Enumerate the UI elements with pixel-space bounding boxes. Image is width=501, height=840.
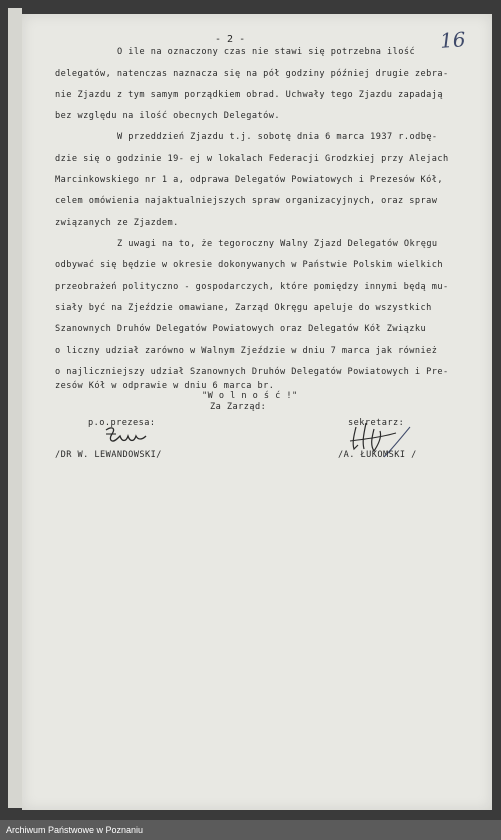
text-line: związanych ze Zjazdem.	[55, 218, 179, 228]
archive-footer-label: Archiwum Państwowe w Poznaniu	[0, 820, 501, 840]
left-signatory-name: /DR W. LEWANDOWSKI/	[55, 450, 162, 460]
text-line: przeobrażeń polityczno - gospodarczych, które pomiędzy innymi będą mu-	[55, 282, 449, 292]
text-line: delegatów, natenczas naznacza się na pół godziny później drugie zebra-	[55, 69, 449, 79]
document-page	[22, 14, 492, 810]
text-line: o liczny udział zarówno w Walnym Zjeździe w dniu 7 marca jak również	[55, 346, 438, 356]
motto: "W o l n o ś ć !"	[202, 391, 298, 401]
previous-page-edge	[8, 8, 22, 808]
right-signatory-name: /A. ŁUKOMSKI /	[338, 450, 417, 460]
text-line: dzie się o godzinie 19- ej w lokalach Federacji Grodzkiej przy Alejach	[55, 154, 449, 164]
text-line: Szanownych Druhów Delegatów Powiatowych oraz Delegatów Kół Związku	[55, 324, 427, 334]
board-signature-label: Za Zarząd:	[210, 402, 267, 412]
text-line: Z uwagi na to, że tegoroczny Walny Zjazd Delegatów Okręgu	[117, 239, 438, 249]
text-line: Marcinkowskiego nr 1 a, odprawa Delegatów Powiatowych i Prezesów Kół,	[55, 175, 444, 185]
text-line: nie Zjazdu z tym samym porządkiem obrad. Uchwały tego Zjazdu zapadają	[55, 90, 444, 100]
handwritten-folio-number: 16	[439, 27, 467, 53]
text-line: odbywać się będzie w okresie dokonywanych w Państwie Polskim wielkich	[55, 260, 444, 270]
text-line: W przeddzień Zjazdu t.j. sobotę dnia 6 marca 1937 r.odbę-	[117, 132, 438, 142]
text-line: O ile na oznaczony czas nie stawi się potrzebna ilość	[117, 47, 416, 57]
text-line: zesów Kół w odprawie w dniu 6 marca br.	[55, 381, 275, 391]
page-number: - 2 -	[215, 34, 246, 45]
text-line: celem omówienia najaktualniejszych spraw organizacyjnych, oraz spraw	[55, 196, 438, 206]
left-handwritten-signature	[102, 424, 152, 452]
right-signatory-role: sekretarz:	[348, 418, 405, 428]
text-line: bez względu na ilość obecnych Delegatów.	[55, 111, 280, 121]
text-line: siały być na Zjeździe omawiane, Zarząd Okręgu apeluje do wszystkich	[55, 303, 432, 313]
text-line: o najliczniejszy udział Szanownych Druhów Delegatów Powiatowych i Pre-	[55, 367, 449, 377]
left-signatory-role: p.o.prezesa:	[88, 418, 156, 428]
